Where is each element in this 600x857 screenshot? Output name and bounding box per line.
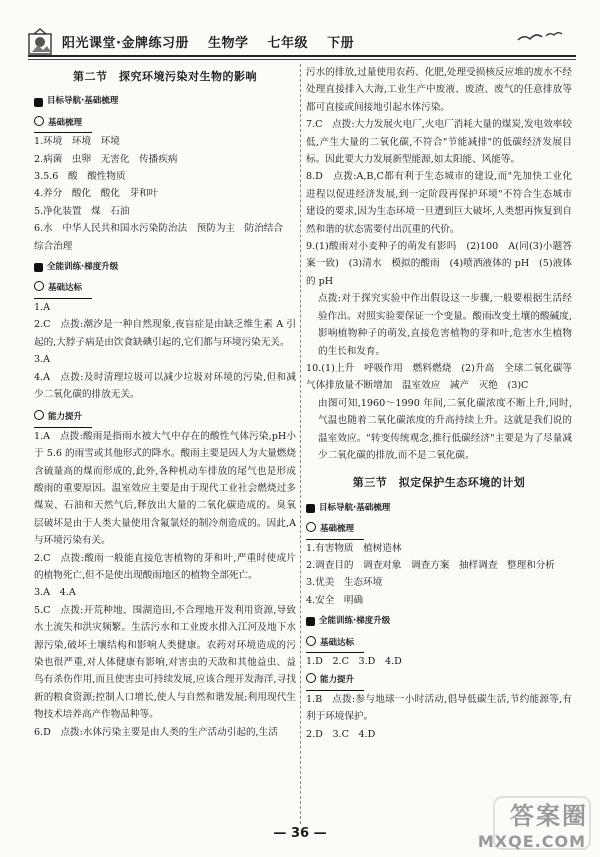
answer-item: 5.C 点拨:开荒种地、围湖造田,不合理地开发利用资源,导致水土流失和洪灾频繁。生活污水和工业废水排入江河及地下水源污染,破坏土壤结构和影响人类健康。农药对环境造成的污染也很严重,对人体健康有影响,对害虫的天敌和其他益虫、益鸟有杀伤作用,而且使害虫可持续发展,应该合理开发海洋,寻找新的粮食资源;控制人口增长,使人与自然和谐发展;利用现代生物技术培养高产作物品种等。 [34, 604, 296, 721]
subsection-heading: 能力提升 [34, 409, 92, 427]
banner-icon [34, 98, 43, 107]
left-column [34, 64, 296, 741]
answer-line: 2.调查目的 调查对象 调查方案 抽样调查 整理和分析 [306, 559, 555, 571]
answer-line: 1.D 2.C 3.D 4.D [306, 656, 402, 667]
subsection-heading: 基础达标 [306, 635, 364, 653]
birds-icon [510, 28, 570, 50]
answer-item: 4.A 点拨:及时清理垃圾可以减少垃圾对环境的污染,但和减少二氧化碳的排放无关。 [34, 371, 296, 400]
subsection-icon [306, 522, 316, 532]
header-rule-thin [28, 59, 576, 60]
subsection-heading: 能力提升 [306, 672, 364, 690]
answer-line: 综合治理 [34, 240, 73, 252]
header-rule [28, 55, 576, 57]
answer-line: 1.有害物质 植树造林 [306, 542, 402, 554]
watermark-url: MXQE.COM [477, 832, 586, 851]
answer-item: 6.D 点拨:水体污染主要是由人类的生产活动引起的,生活 [34, 726, 278, 738]
header-text [62, 32, 368, 51]
answer-item: 3.A 4.A [34, 587, 76, 599]
subsection-icon [306, 673, 316, 683]
answer-item: 1.B 点拨:参与地球一小时活动,倡导低碳生活,节约能源等,有利于环境保护。 [306, 693, 572, 723]
answer-item: 3.A [34, 354, 51, 366]
section-banner: 目标导航·基础梳理 [34, 93, 296, 110]
banner-icon [306, 617, 315, 626]
section-title: 第二节 探究环境污染对生物的影响 [73, 70, 257, 83]
answer-line: 3.优美 生态环境 [306, 577, 383, 589]
page-number: — 36 — [273, 826, 327, 841]
section-banner: 全能训练·梯度升级 [306, 613, 572, 630]
header-subject: 生物学 [207, 36, 249, 51]
answer-line: 2.D 3.C 4.D [306, 728, 376, 740]
answer-item: 2.C 点拨:潮汐是一种自然现象,夜盲症是由缺乏维生素 A 引起的,大脖子病是由饮食缺碘引起的,它们都与环境污染无关。 [34, 319, 296, 348]
section-banner: 全能训练·梯度升级 [34, 259, 296, 276]
answer-note: 由图可知,1960～1990 年间,二氧化碳浓度不断上升,同时,气温也随着二氧化碳浓度的升高持续上升。这就是我们说的温室效应。"转变传统观念,推行低碳经济"主要是为了尽量减少二氧化碳的排放,而不是二氧化碳。 [318, 397, 572, 461]
answer-line: 6.水 中华人民共和国水污染防治法 预防为主 防治结合 [34, 223, 283, 235]
answer-line: 4.养分 酸化 酸化 芽和叶 [34, 188, 159, 200]
answer-item: 8.D 点拨:A,B,C都有利于生态城市的建设,而"先加快工业化进程以促进经济发展,到一定阶段再保护环境"不符合生态城市建设的要求,因为生态环境一旦遭到巨大破坏,人类想再恢复到自然和谐的状态需要付出沉重的代价。 [306, 171, 572, 235]
answer-note: 点拨:对于探究实验中作出假设这一步骤,一般要根据生活经验作出。对照实验要保证一个变量。酸雨改变土壤的酸碱度,影响植物种子的萌发,直接危害植物的芽和叶,危害水生植物的生长和发育。 [318, 293, 572, 357]
subsection-heading: 基础梳理 [306, 521, 364, 539]
subsection-icon [34, 116, 44, 126]
answer-item: 10.(1)上升 呼吸作用 燃料燃烧 (2)升高 全球二氧化碳等气体排放量不断增加 温室效应 减产 灭绝 (3)C [306, 362, 572, 392]
header-volume: 下册 [327, 36, 355, 51]
banner-icon [306, 504, 315, 513]
answer-item: 9.(1)酸雨对小麦种子的萌发有影吗 (2)100 A(同(3)小题答案一致) (3)清水 模拟的酸雨 (4)喷洒液体的 pH (5)液体的 pH [306, 241, 572, 287]
page-header [28, 28, 576, 58]
answer-line: 3.5.6 酸 酸性物质 [34, 171, 126, 183]
section-title: 第三节 拟定保护生态环境的计划 [352, 476, 526, 490]
section-banner: 目标导航·基础梳理 [306, 500, 572, 517]
subsection-icon [34, 410, 44, 420]
subsection-heading: 基础梳理 [34, 115, 92, 133]
answer-line: 4.安全 明确 [306, 594, 364, 606]
answer-item: 7.C 点拨:大力发展火电厂,火电厂消耗大量的煤炭,发电效率较低,产生大量的二氧化碳,不符合"节能减排"的低碳经济发展目标。因此要大力发展新型能源,如太阳能、风能等。 [306, 119, 572, 166]
answer-item: 1.A [34, 301, 51, 313]
subsection-heading: 基础达标 [34, 280, 92, 298]
column-divider [300, 64, 301, 824]
banner-icon [34, 263, 43, 272]
answer-line: 1.环境 环境 环境 [34, 136, 120, 148]
series-logo-icon [28, 28, 54, 56]
answer-line: 2.病菌 虫卵 无害化 传播疾病 [34, 153, 178, 165]
answer-item: 2.C 点拨:酸雨一般能直接危害植物的芽和叶,严重时使成片的植物死亡,但不是使出现酸雨地区的植物全部死亡。 [34, 552, 296, 581]
watermark-text: 答案圈 [510, 802, 588, 830]
answer-item: 1.A 点拨:酸雨是指雨水被大气中存在的酸性气体污染,pH小于 5.6 的雨雪或其他形式的降水。酸雨主要是因人为大量燃烧含硫量高的煤而形成的,此外,各种机动车排放的尾气也是形成酸雨的重要原因。温室效应主要是由于现代工业社会燃烧过多煤炭、石油和天然气后,释放出大量的二氧化碳造成的。臭氧层破坏是由于人类大量使用含氟氯烃的制冷剂造成的。因此,A 与环境污染有关。 [34, 430, 296, 547]
header-brand: 阳光课堂·金牌练习册 [62, 36, 189, 51]
subsection-icon [34, 281, 44, 291]
answer-line: 5.净化装置 煤 石油 [34, 205, 130, 217]
right-column [306, 64, 572, 743]
answer-item: 污水的排放,过量使用农药、化肥,处理受损核反应堆的废水不经处理直接排入大海,工业生产中废液、废渣、废气的任意排放等都可直接或间接地引起水体污染。 [306, 67, 572, 113]
header-grade: 七年级 [267, 36, 309, 51]
subsection-icon [306, 636, 316, 646]
